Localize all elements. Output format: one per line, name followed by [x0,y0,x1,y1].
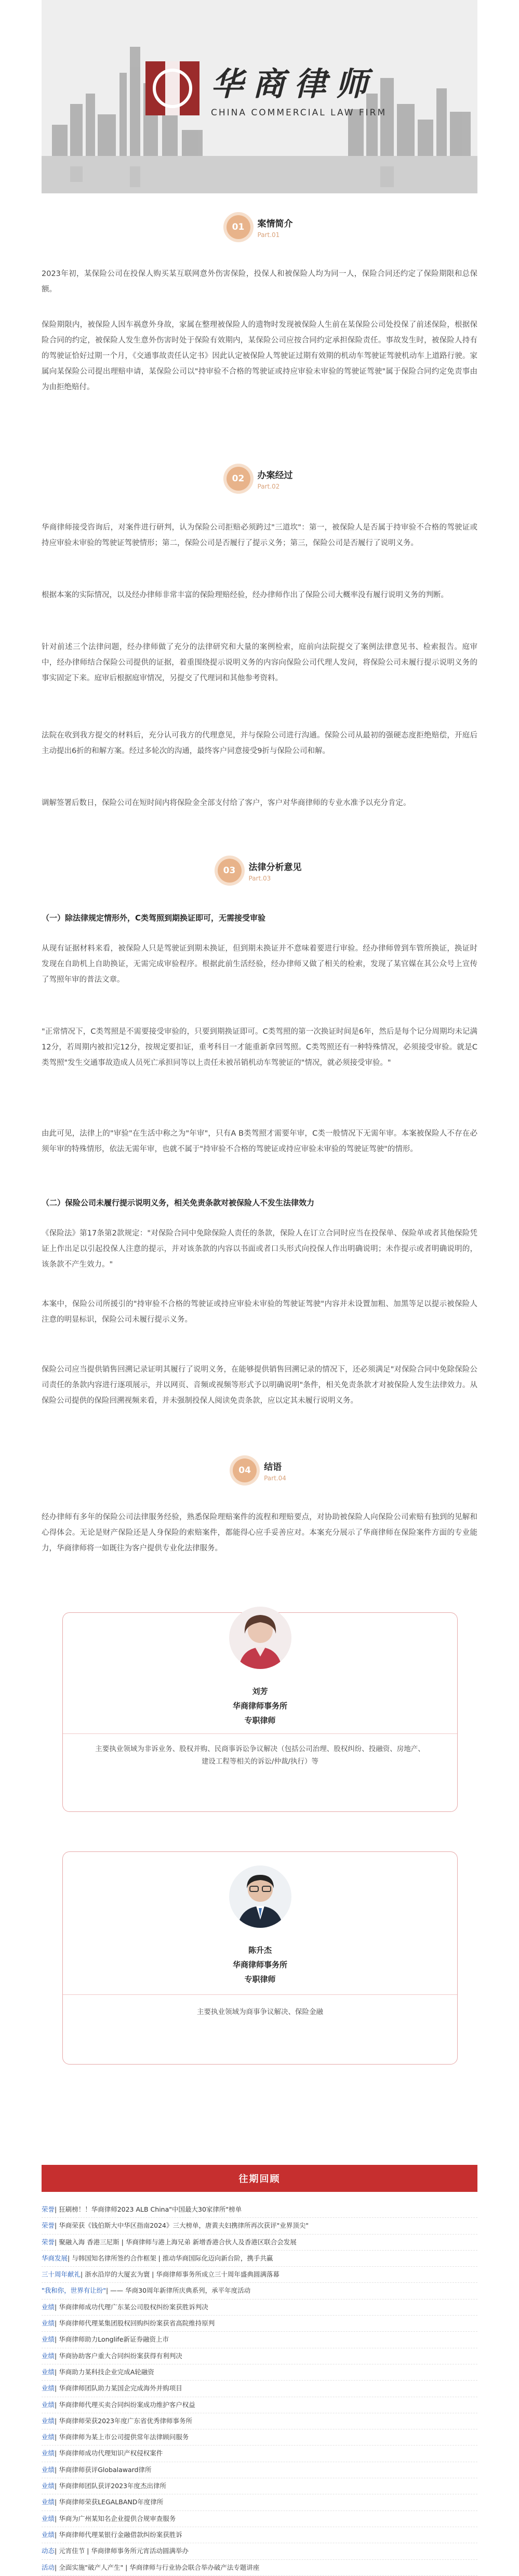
review-link[interactable]: 业绩| 华商律师荣获LEGALBAND年度律所 [42,2494,477,2511]
review-link[interactable]: 业绩| 华商律师团队获评2023年度杰出律所 [42,2478,477,2494]
review-link[interactable]: 业绩| 华商律师代理某银行金融借款纠纷案获胜诉 [42,2527,477,2543]
firm-logo-mark [145,61,199,115]
review-link[interactable]: 业绩| 华商律师团队助力某国企完成海外并购项目 [42,2381,477,2397]
divider [63,1733,457,1734]
paragraph: 保险期限内，被保险人因车祸意外身故，家属在整理被保险人的遗物时发现被保险人生前在某保险公司处投保了前述保险，根据保险合同的约定，被保险人发生意外伤害时处于保险有效期内，某保险公司应按合同约定承担保险责任。事故发生时，被保险人持有的驾驶证恰好过期一个月，《交通事故责任认定书》因此认定被保险人驾驶证过期有效期的机动车驾驶证驾驶机动车上道路行驶。家属向某保险公司提出理赔申请，某保险公司以"持审验不合格的驾驶证或持应审验未审验的驾驶证驾驶"属于保险合同约定免责事由为由拒绝赔付。 [42,321,477,391]
section-number: 04 [233,1458,257,1482]
firm-logo-english: CHINA COMMERCIAL LAW FIRM [211,108,387,118]
firm-logo [145,58,387,118]
lawyer-firm: 华商律师事务所 [232,1960,287,1969]
section-number: 02 [227,467,250,491]
paragraph: 根据本案的实际情况，以及经办律师非常丰富的保险理赔经验，经办律师作出了保险公司大概率没有履行说明义务的判断。 [42,591,448,599]
section-title: 案情简介 [257,218,293,229]
header-banner [42,0,477,193]
lawyer-card [62,1851,458,2065]
review-link[interactable]: 荣誉| 狂刷榜！！华商律师2023 ALB China"中国最大30家律所"榜单 [42,2202,477,2218]
section-title: 法律分析意见 [248,862,302,873]
review-link[interactable]: 业绩| 华商律师代理某集团股权回购纠纷案获省高院维持原判 [42,2316,477,2332]
section-part: Part.04 [264,1474,286,1482]
subheading: （一）除法律规定情形外，C类驾照到期换证即可，无需接受审验 [42,913,266,923]
review-link[interactable]: 华商发展| 与韩国知名律所签约合作框架 | 推动华商国际化迈向新台阶，携手共赢 [42,2251,477,2267]
paragraph: 法院在收到我方提交的材料后，充分认可我方的代理意见，并与保险公司进行沟通。保险公司从最初的强硬态度拒绝赔偿，开庭后主动提出6折的和解方案。经过多轮次的沟通，最终客户同意接受9折与保险公司和解。 [42,731,477,755]
section-title: 结语 [264,1462,282,1473]
subheading: （二）保险公司未履行提示说明义务，相关免责条款对被保险人不发生法律效力 [42,1198,315,1207]
review-link[interactable]: 动态| 元宵佳节 | 华商律师事务所元宵活动圆满举办 [42,2543,477,2559]
lawyer-description: 主要执业领域为商事争议解决、保险金融 [197,2008,323,2016]
review-link[interactable]: 业绩| 华商律师荣获2023年度广东省优秀律师事务所 [42,2413,477,2429]
lawyer-name: 刘芳 [252,1687,268,1696]
paragraph: 调解签署后数日，保险公司在短时间内将保险金全部支付给了客户，客户对华商律师的专业水准予以充分肯定。 [42,799,411,807]
review-link[interactable]: 业绩| 华商助力某科技企业完成A轮融资 [42,2364,477,2381]
section-part: Part.03 [248,874,271,882]
paragraph: 由此可见，法律上的"审验"在生活中称之为"年审"，只有A B类驾照才需要年审，C类一般情况下无需年审。本案被保险人不存在必须年审的特殊情形，依法无需年审，也就不属于"持审验不合格的驾驶证或持应审验未审验的驾驶证驾驶"的情形。 [42,1129,477,1153]
lawyer-description: 主要执业领域为非诉业务、股权并购、民商事诉讼争议解决（包括公司治理、股权纠纷、投融资、房地产、建设工程等相关的诉讼/仲裁/执行）等 [95,1745,425,1766]
review-list [42,2202,477,2576]
lawyer-card [62,1612,458,1812]
review-link[interactable]: 荣誉| 华商荣获《钱伯斯大中华区指南2024》三大榜单，唐黄夫妇携律所再次获评"业界顶尖" [42,2218,477,2234]
section-part: Part.02 [257,482,280,490]
lawyer-title: 专职律师 [244,1716,276,1725]
lawyer-firm: 华商律师事务所 [232,1701,287,1711]
section-header-02 [0,467,519,491]
paragraph: 《保险法》第17条第2款规定："对保险合同中免除保险人责任的条款，保险人在订立合同时应当在投保单、保险单或者其他保险凭证上作出足以引起投保人注意的提示，并对该条款的内容以书面或者口头形式向投保人作出明确说明；未作提示或者明确说明的，该条款不产生效力。" [42,1229,477,1269]
section-header-04 [0,1458,519,1482]
paragraph: 从现有证据材料来看，被保险人只是驾驶证到期未换证，但到期未换证并不意味着要进行审验。经办律师曾到车管所换证，换证时发现在自助机上自助换证，无需完成审验程序。根据此前生活经验，经办律师又做了相关的检索，发现了某官媒在其公众号上宣传了驾照年审的普法文章。 [42,944,477,984]
paragraph: 华商律师接受咨询后，对案件进行研判，认为保险公司拒赔必须跨过"三道坎"：第一，被保险人是否属于持审验不合格的驾驶证或持应审验未审验的驾驶证驾驶情形；第二，保险公司是否履行了提示义务；第三，保险公司是否履行了说明义务。 [42,523,477,547]
paragraph: 针对前述三个法律问题，经办律师做了充分的法律研究和大量的案例检索，庭前向法院提交了案例法律意见书、检索报告。庭审中，经办律师结合保险公司提供的证据，着重围绕提示说明义务的内容向保险公司代理人发问，将保险公司未履行提示说明义务的事实固定下来。庭审后根据庭审情况，另提交了代理词和其他参考资料。 [42,643,477,682]
section-header-03 [0,859,519,883]
review-link[interactable]: 活动| 全面实施"破产人产生" | 华商律师与行业协会联合举办破产法专题讲座 [42,2560,477,2576]
section-number: 03 [218,859,242,883]
divider [63,1994,457,1995]
review-link[interactable]: 业绩| 华商律师助力Longlife新证券融资上市 [42,2332,477,2348]
section-header-01 [0,215,519,239]
review-link[interactable]: 业绩| 华商律师成功代理广东某公司股权纠纷案获胜诉判决 [42,2299,477,2316]
review-link[interactable]: 业绩| 华商律师代理买卖合同纠纷案成功维护客户权益 [42,2397,477,2413]
lawyer-title: 专职律师 [244,1975,276,1984]
review-link[interactable]: 三十周年献礼| 浙水沿岸的大厦玄为寰 | 华商律师事务所成立三十周年盛典圆满落幕 [42,2267,477,2283]
review-link[interactable]: 业绩| 华商律师获评Globalaward律所 [42,2462,477,2478]
review-link[interactable]: 业绩| 华商律师为某上市公司提供常年法律顾问服务 [42,2429,477,2446]
paragraph: "正常情况下，C类驾照是不需要接受审验的，只要到期换证即可。C类驾照的第一次换证时间是6年，然后是每个记分周期均未记满12分，若周期内被扣完12分，按规定要扣证，重考科目一才能重新拿回驾照。C类驾照还有一种特殊情况，必须接受审验。就是C类驾照"发生交通事故造成人员死亡承担同等以上责任未被吊销机动车驾驶证的"情况，就必须接受审验。" [42,1028,477,1067]
paragraph: 2023年初，某保险公司在投保人购买某互联网意外伤害保险，投保人和被保险人均为同一人，保险合同还约定了保险期限和总保额。 [42,270,477,294]
paragraph: 本案中，保险公司所援引的"持审验不合格的驾驶证或持应审验未审验的驾驶证驾驶"内容并未设置加粗、加黑等足以提示被保险人注意的明显标识，保险公司未履行提示义务。 [42,1300,477,1324]
section-part: Part.01 [257,231,280,239]
lawyer-name: 陈升杰 [248,1946,272,1955]
review-heading-bar [42,2165,477,2192]
paragraph: 经办律师有多年的保险公司法律服务经验，熟悉保险理赔案件的流程和理赔要点，对协助被保险人向保险公司索赔有独到的见解和心得体会。无论是财产保险还是人身保险的索赔案件，都能得心应手妥善应对。本案充分展示了华商律师在保险案件方面的专业能力，华商律师将一如既往为客户提供专业化法律服务。 [42,1513,477,1553]
lawyer-avatar [229,1607,291,1669]
section-title: 办案经过 [257,470,293,481]
firm-logo-chinese: 华商律师 [211,65,378,103]
lawyer-avatar [229,1865,291,1928]
review-heading: 往期回顾 [238,2174,281,2185]
section-number: 01 [227,215,250,239]
review-link[interactable]: "我和你，世界有让纷"| —— 华商30周年新律所庆典系列，承平年度活动 [42,2283,477,2299]
paragraph: 保险公司应当提供销售回溯记录证明其履行了说明义务，在能够提供销售回溯记录的情况下，还必须满足"对保险合同中免除保险公司责任的条款内容进行逐项展示，并以网页、音频或视频等形式予以明确说明"条件，相关免责条款才对被保险人发生法律效力。从保险公司提供的保险回溯视频来看，并未强制投保人阅读免责条款，应以定其未履行说明义务。 [42,1365,477,1405]
review-link[interactable]: 业绩| 华商为广州某知名企业提供合规审查服务 [42,2511,477,2527]
review-link[interactable]: 荣誉| 聚融入海 香港三尼斯 | 华商律师与港上海兄弟 新增香港合伙人及香港区联合会发展 [42,2235,477,2251]
review-link[interactable]: 业绩| 华商律师成功代理知识产权侵权案件 [42,2446,477,2462]
review-link[interactable]: 业绩| 华商协助客户重大合同纠纷案获得有利判决 [42,2348,477,2364]
